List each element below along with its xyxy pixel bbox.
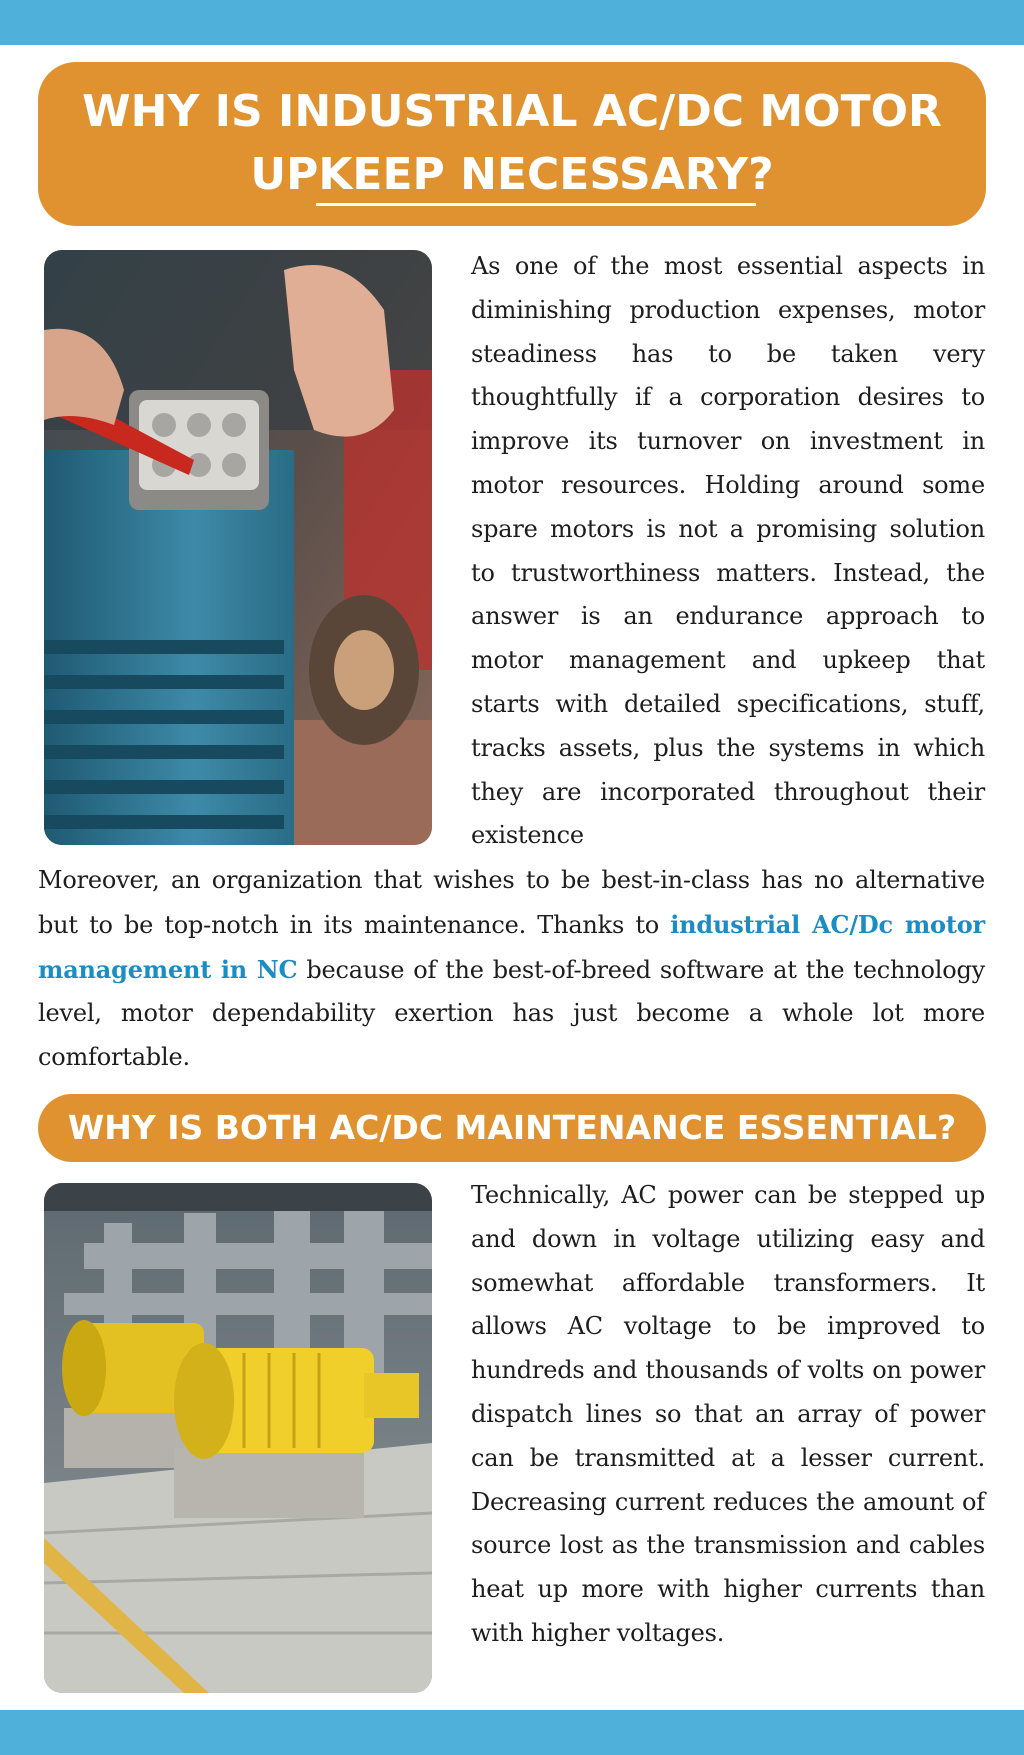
top-band <box>0 0 1024 45</box>
industrial-motor-management-link[interactable]: industrial AC/Dc motor management in NC <box>38 909 985 984</box>
bottom-band <box>0 1710 1024 1755</box>
section1-second-paragraph <box>38 859 985 1080</box>
section1-heading <box>38 62 986 226</box>
paragraph-text-before: Moreover, an organization that wishes to be best-in-class has no alternative but to be top-notch in its maintenance. Thanks to <box>38 866 985 939</box>
heading-underline <box>316 203 756 206</box>
section1-intro-paragraph: As one of the most essential aspects in diminishing production expenses, motor steadiness has to be taken very thoughtfully if a corporation desires to improve its turnover on investment in motor resources. Holding around some spare motors is not a promising solution to trustworthiness matters. Instead, the answer is an endurance approach to motor management and upkeep that starts with detailed specifications, stuff, tracks assets, plus the systems in which they are incorporated throughout their existence <box>471 252 985 850</box>
section1-heading-line2: UPKEEP NECESSARY? <box>250 149 774 200</box>
section1-heading-line1: WHY IS INDUSTRIAL AC/DC MOTOR <box>82 86 942 137</box>
section2-heading: WHY IS BOTH AC/DC MAINTENANCE ESSENTIAL? <box>38 1094 986 1162</box>
paragraph-text-after: because of the best-of-breed software at the technology level, motor dependability exertion has just become a whole lot more comfortable. <box>38 955 985 1072</box>
motor-repair-photo <box>44 250 432 845</box>
section2-paragraph: Technically, AC power can be stepped up and down in voltage utilizing easy and somewhat affordable transformers. It allows AC voltage to be improved to hundreds and thousands of volts on power dispatch lines so that an array of power can be transmitted at a lesser current. Decreasing current reduces the amount of source lost as the transmission and cables heat up more with higher currents than with higher voltages. <box>471 1181 985 1647</box>
industrial-motors-photo <box>44 1183 432 1693</box>
